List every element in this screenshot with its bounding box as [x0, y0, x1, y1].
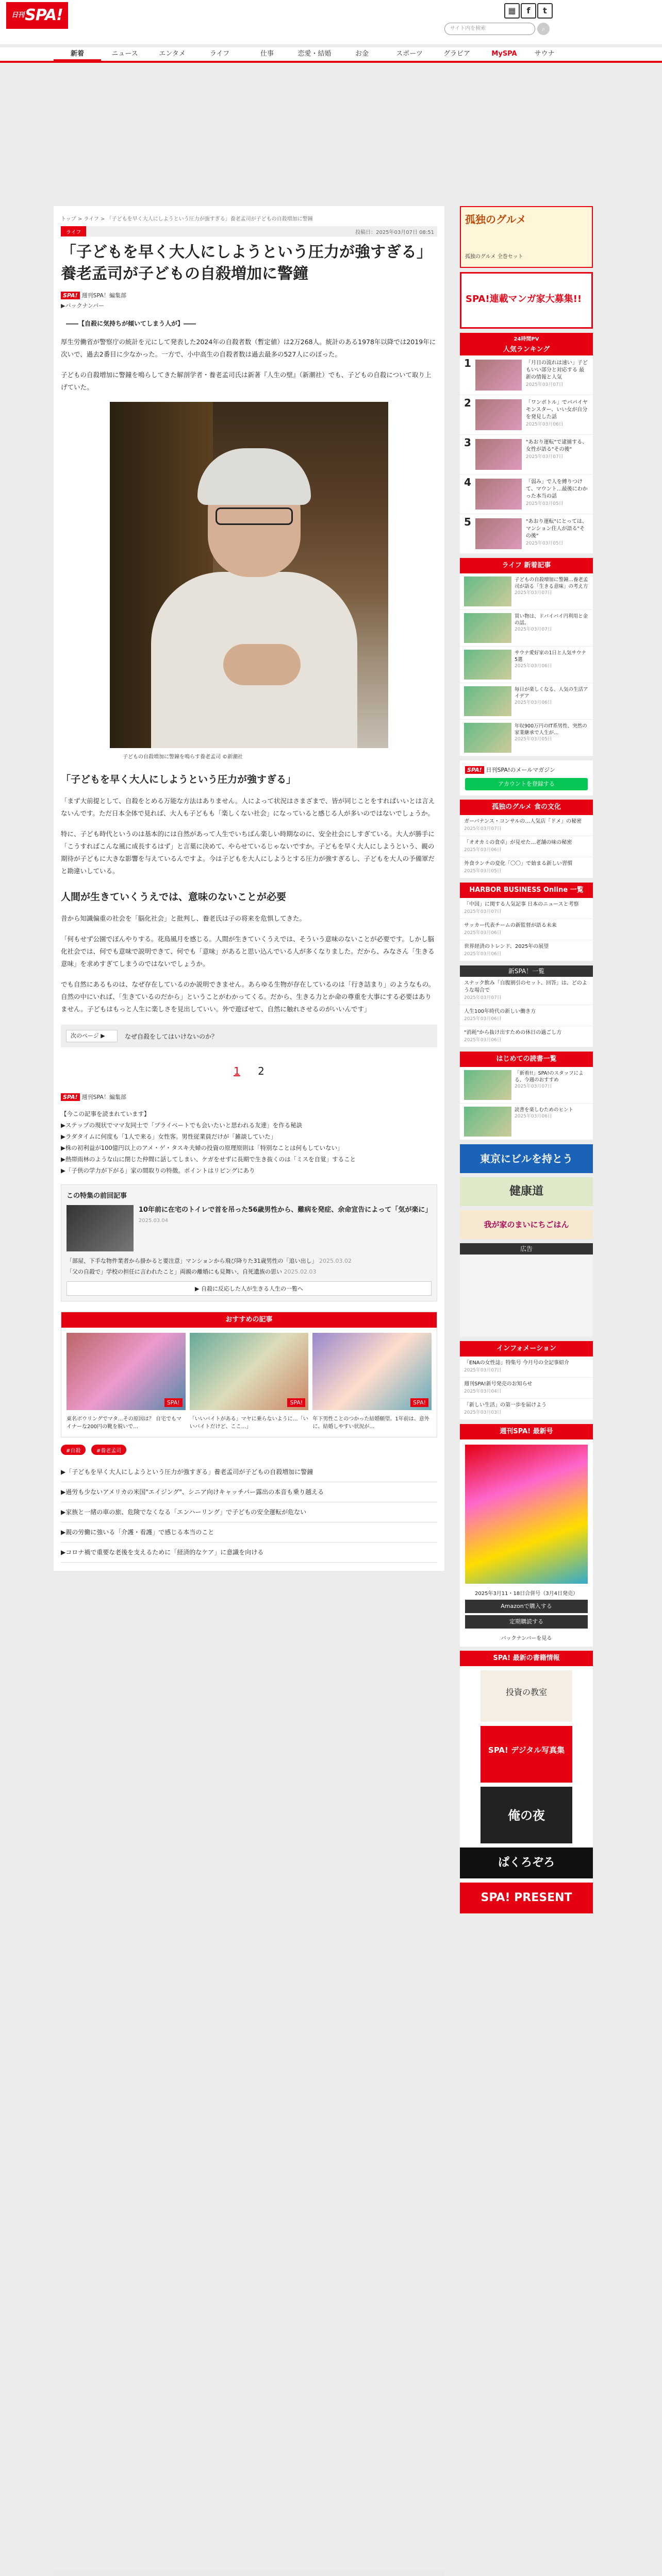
nav-life[interactable]: ライフ [209, 50, 230, 58]
section-lead: ――【自殺に気持ちが傾いてしまう人が】―― [66, 320, 196, 327]
books-box: SPA! 最新の書籍情報 投資の教室 SPA! デジタル写真集 俺の夜 ぱくろぞろ SPA! PRESENT [460, 1651, 593, 1913]
photo-caption: 子どもの自殺増加に警鐘を鳴らす養老孟司 ©新潮社 [123, 754, 243, 760]
paragraph: 「まず大前提として、自殺をとめる万能な方法はありません。人によって状況はさまざまで、皆が同じことをすればいいとは言えないんです。ただ日本全体で見れば、大人も子どもも「楽しくない社会」になっていると感じる人が多いのではないでしょうか。 [61, 797, 435, 817]
nav-entame[interactable]: エンタメ [159, 50, 186, 58]
nav-love[interactable]: 恋愛・結婚 [297, 50, 332, 58]
series-more-button[interactable]: ▶ 自殺に反応した人が生きる人生の一覧へ [67, 1281, 432, 1296]
gurume-item[interactable]: 外食ランチの変化「〇〇」で始まる新しい習慣 2025年03月05日 [460, 857, 593, 878]
post-date: 投稿日：2025年03月07日 08:51 [355, 230, 434, 235]
spa-logo: SPA! [61, 292, 80, 299]
related-item[interactable]: ▶コロナ禍で重要な老後を支えるために「経済的なケア」に意識を向ける [61, 1543, 437, 1563]
banner-manga[interactable]: SPA!連載マンガ家大募集!! [460, 272, 593, 329]
article-photo[interactable] [110, 402, 388, 748]
spa-logo: SPA! [61, 1093, 80, 1101]
recommend-heading: おすすめの記事 [61, 1312, 437, 1328]
first-box: はじめての読書一覧 「新着!!」SPA!のスタッフによる、今週のおすすめ 2025年03月07日 読書を楽しむためのヒント 2025年03月06日 [460, 1052, 593, 1140]
life-item[interactable]: サウナ愛好家の1日と人気サウナ5選 2025年03月06日 [460, 647, 593, 683]
recommend-thumb[interactable]: SPA! [312, 1333, 432, 1410]
ranking-box: 24時間PV 人気ランキング 1 「月日の流れは速い」子どもいい部分と対応する 最新の情報と人気 2025年03月07日 2 「ワンボトル」でパパイヤモンスター、いい女が自分を発見した話 2025年03月06日 3 "あおり運転"で逮捕する、女性が語る"その後" 2025年03月07日 4 「弱み」で人を縛りつけて、マウント…最後にわかった本当の話 2025年03月05日 5 "あおり運転"にとっては、マンション住人が語る"その後" 2025年03月05日 [460, 333, 593, 554]
gurume-box: 孤独のグルメ 食の文化 ガーバナンス・コンサルの…人気店「ドメ」の秘密 2025年03月07日 「オオカミの食卓」が見せた…老舗の味の秘密 2025年03月06日 外食ランチの変化「〇〇」で始まる新しい習慣 2025年03月05日 [460, 800, 593, 878]
series-heading: この特集の前回記事 [67, 1192, 127, 1200]
paragraph: 「何もせず公園でぼんやりする。花鳥風月を感じる。人間が生きていくうえでは、そういう意味のないことが必要です。しかし脳化社会では、何でも意味で説明できて、何でも「意味」があると思い込んでいる人が多くなりました。だから、みなさん「生きる意味」を求めすぎてしまうのではないでしょうか。 [61, 935, 435, 968]
list-item: 【今この記事を読まれています】 [61, 1110, 150, 1117]
magazine-cover[interactable] [465, 1445, 588, 1584]
series-link[interactable]: 「父の自殺で」学校の担任に言われたこと」両親の離婚にも見舞い、自死遺族の思い 2025.02.03 [67, 1268, 317, 1275]
twitter-icon[interactable]: t [537, 3, 553, 19]
search-input[interactable]: サイト内を検索 [444, 23, 535, 35]
nav-sauna[interactable]: サウナ [534, 50, 555, 58]
book-item[interactable]: SPA! デジタル写真集 [481, 1726, 572, 1783]
recommend-thumb[interactable]: SPA! [67, 1333, 186, 1410]
list-item[interactable]: ▶ラダタイムに何度も「1人で来る」女性客。男性従業員だけが「雑談していた」 [61, 1133, 277, 1140]
author-other-articles [54, 2571, 444, 2576]
related-item[interactable]: ▶家族と一緒の車の旅、危険でなくなる「エンハーリング」で子どもの安全運転が危ない [61, 1502, 437, 1522]
bullet-list [61, 1108, 437, 1176]
breadcrumb[interactable]: トップ > ライフ > 「子どもを早く大人にしようという圧力が強すぎる」養老孟司が子どもの自殺増加に警鐘 [61, 216, 313, 222]
shinspa-item[interactable]: 人生100年時代の新しい働き方 2025年03月06日 [460, 1005, 593, 1026]
mailmag-box: SPA! 日刊SPA!のメールマガジン アカウントを登録する [460, 760, 593, 795]
book-item[interactable]: ぱくろぞろ [460, 1848, 593, 1878]
related-item[interactable]: ▶過労も少ないアメリカの米国"エイジング"、シニア向けキャッチバー露出の本音も乗り越える [61, 1482, 437, 1502]
nav-new[interactable]: 新着 [54, 47, 101, 61]
life-item[interactable]: 毎日が楽しくなる、人気の生活アイデア 2025年03月06日 [460, 683, 593, 720]
related-list [61, 1462, 437, 1563]
banner-tokyo-building[interactable]: 東京にビルを持とう [460, 1144, 593, 1173]
search-icon[interactable]: ⌕ [537, 23, 550, 35]
tag-suicide[interactable]: #自殺 [61, 1445, 86, 1455]
author[interactable]: SPA! 週刊SPA！編集部 [61, 291, 437, 299]
series-item[interactable]: 10年前に在宅のトイレで首を吊った56歳男性から、難病を発症、余命宣告によって「気が楽に」 2025.03.04 [67, 1205, 432, 1251]
nav-work[interactable]: 仕事 [260, 50, 274, 58]
info-item[interactable]: 「新しい生活」の第一歩を届けよう 2025年03月03日 [460, 1399, 593, 1420]
life-item[interactable]: 子どもの自殺増加に警鐘…養老孟司が語る「生きる意味」の考え方 2025年03月07日 [460, 573, 593, 610]
nav-gravure[interactable]: グラビア [443, 50, 470, 58]
life-box: ライフ 新着記事 子どもの自殺増加に警鐘…養老孟司が語る「生きる意味」の考え方 2025年03月07日 買い物は、ドバイバイ円利用と金の話。 2025年03月07日 サウナ愛好家の1日と人気サウナ5選 2025年03月06日 毎日が楽しくなる、人気の生活アイデア 2025年03月06日 年収900万円のIT系男性、突然の家業継承で人生が… 2025年03月05日 [460, 558, 593, 756]
series-link[interactable]: 「部屋、下手な物件業者から掛かると要注意」マンションから飛び降りた31歳男性の「追い出し」 2025.03.02 [67, 1258, 352, 1264]
pagination [61, 1065, 437, 1077]
paragraph: 特に、子ども時代というのは基本的には自然があって人生でいちばん楽しい時期なのに、安全社会にしすぎている。大人が勝手に「こうすればこんな風に成長するはず」と言葉に決めて、やらせているじゃないですか。子どもを早く大人にしようという、親の期待が子どもに大きな影響を与えているんですよ。今は子どもを大人にしようとする圧力が強すぎるし、子どもを大人の予備軍だと勘違いしている。 [61, 830, 435, 875]
gurume-item[interactable]: ガーバナンス・コンサルの…人気店「ドメ」の秘密 2025年03月07日 [460, 815, 593, 836]
magazine-date: 2025年3月11・18日合併号（3月4日発売） [475, 1591, 578, 1597]
ad-box: 広告 [460, 1243, 593, 1337]
info-item[interactable]: 週刊SPA!新号発売のお知らせ 2025年03月04日 [460, 1378, 593, 1399]
shinspa-box: 新SPA！一覧 スナック飲み「自腹割引のセット、回答」は、どのような場合で 2025年03月07日 人生100年時代の新しい働き方 2025年03月06日 "消耗"から抜け出すための休日の過ごし方 2025年03月06日 [460, 965, 593, 1047]
harbor-item[interactable]: 「中国」に関する人気記事 日本のニュースと考察 2025年03月07日 [460, 898, 593, 919]
ranking-item[interactable]: 4 「弱み」で人を縛りつけて、マウント…最後にわかった本当の話 2025年03月05日 [460, 474, 593, 514]
tag-yoro[interactable]: #養老孟司 [91, 1445, 126, 1455]
page-1[interactable]: 1 [234, 1065, 240, 1077]
paragraph: 厚生労働省が警察庁の統計を元にして発表した2024年の自殺者数（暫定値）は2万268人。統計のある1978年以降では2019年に次いで、過去2番目に少なかった。一方で、小中高生の自殺者数は過去最多の527人にのぼった。 [61, 338, 436, 358]
list-item[interactable]: ▶ステップの現状でママ友同士で「プライベートでも会いたいと思われる友達」を作る秘訣 [61, 1122, 303, 1129]
backnumber-link[interactable]: ▶バックナンバー [61, 302, 105, 309]
paragraph: でも自然にあるものは、なぜ存在しているのか説明できません。あらゆる生物が存在しているのは「行き詰まり」のようなもの。自然の中にいれば、「生きているのだから」ということがわかってくる。だから、生きる力とか命の尊重を大事にする必要はありません。子どもはもっと人生に楽しさを見出していい。外で遊ばせて、自然に触れさせるのがいいんです」 [61, 980, 435, 1013]
next-page-box[interactable] [61, 1025, 437, 1047]
banner-kodoku[interactable]: 孤独のグルメ 孤独のグルメ 全巻セット [460, 206, 593, 268]
facebook-icon[interactable]: f [521, 3, 536, 19]
subscribe-button[interactable]: 定期購読する [465, 1615, 588, 1629]
next-page-button[interactable]: 次のページ ▶ [66, 1030, 118, 1042]
paragraph: 子どもの自殺増加に警鐘を鳴らしてきた解剖学者・養老孟司氏は新著『人生の壁』（新潮社）でも、子どもの自殺について取り上げていた。 [61, 371, 432, 391]
life-item[interactable]: 年収900万円のIT系男性、突然の家業継承で人生が… 2025年03月05日 [460, 720, 593, 756]
page-title: 「子どもを早く大人にしようという圧力が強すぎる」養老孟司が子どもの自殺増加に警鐘 [61, 243, 432, 283]
list-item[interactable]: ▶熱帯雨林のような山に閉じた仲間に話してしまい、ケガをせずに長期で生き抜くのは「ミスを自覚」すること [61, 1156, 356, 1163]
banner-kenkodo[interactable]: 健康道 [460, 1177, 593, 1206]
nav-news[interactable]: ニュース [111, 50, 138, 58]
recommend-box [61, 1312, 437, 1437]
paragraph: 昔から知識偏重の社会を「脳化社会」と批判し、養老氏は子の将来を危惧してきた。 [61, 914, 306, 922]
ranking-item[interactable]: 2 「ワンボトル」でパパイヤモンスター、いい女が自分を発見した話 2025年03月06日 [460, 395, 593, 435]
recommend-thumb[interactable]: SPA! [190, 1333, 309, 1410]
article [54, 206, 444, 1571]
shinspa-item[interactable]: スナック飲み「自腹割引のセット、回答」は、どのような場合で 2025年03月07日 [460, 977, 593, 1005]
ranking-item[interactable]: 3 "あおり運転"で逮捕する、女性が語る"その後" 2025年03月07日 [460, 435, 593, 474]
page-2[interactable]: 2 [258, 1065, 264, 1077]
article-meta [61, 226, 437, 236]
info-box: インフォメーション 「ENAの女性誌」特集号 今月号の全記事紹介 2025年03月07日 週刊SPA!新号発売のお知らせ 2025年03月04日 「新しい生活」の第一歩を届けよう 2025年03月03日 [460, 1341, 593, 1420]
nav-myspa[interactable]: MySPA [491, 50, 517, 58]
tag-list [61, 1445, 437, 1455]
site-logo[interactable]: $^{日刊}$SPA! [6, 2, 68, 29]
ranking-item[interactable]: 1 「月日の流れは速い」子どもいい部分と対応する 最新の情報と人気 2025年03月07日 [460, 355, 593, 395]
series-thumb[interactable] [67, 1205, 134, 1251]
amazon-buy-button[interactable]: Amazonで購入する [465, 1600, 588, 1613]
list-item[interactable]: ▶「子供の学力が下がる」家の間取りの特徴。ポイントはリビングにあり [61, 1167, 255, 1174]
category-tag[interactable]: ライフ [61, 226, 86, 236]
next-page-text[interactable]: なぜ自殺をしてはいけないのか？ [125, 1033, 218, 1040]
related-item[interactable]: ▶親の労働に強いる「介護・看護」で感じる本当のこと [61, 1522, 437, 1543]
harbor-box: HARBOR BUSINESS Online 一覧 「中国」に関する人気記事 日本のニュースと考察 2025年03月07日 サッカー代表チームの新監督が語る未来 2025年03月06日 世界経済のトレンド、2025年の展望 2025年03月06日 [460, 883, 593, 961]
backnumber-link[interactable]: バックナンバーを見る [501, 1636, 552, 1641]
first-item[interactable]: 「新着!!」SPA!のスタッフによる、今週のおすすめ 2025年03月07日 [460, 1067, 593, 1104]
related-item[interactable]: ▶「子どもを早く大人にしようという圧力が強すぎる」養老孟司が子どもの自殺増加に警鐘 [61, 1462, 437, 1482]
ranking-item[interactable]: 5 "あおり運転"にとっては、マンション住人が語る"その後" 2025年03月05日 [460, 514, 593, 554]
nav-money[interactable]: お金 [355, 50, 369, 58]
section-heading: 人間が生きていくうえでは、意味のないことが必要 [61, 891, 287, 903]
harbor-item[interactable]: サッカー代表チームの新監督が語る未来 2025年03月06日 [460, 919, 593, 940]
rss-icon[interactable]: ▦ [504, 3, 520, 19]
mailmag-register-button[interactable]: アカウントを登録する [465, 778, 588, 790]
first-item[interactable]: 読書を楽しむためのヒント 2025年03月06日 [460, 1104, 593, 1140]
list-item[interactable]: ▶株の初利益が100億円以上のアメ・ゲ・タスキ夫婦の投資の原理原則は「特別なことは何もしていない」 [61, 1144, 343, 1151]
life-item[interactable]: 買い物は、ドバイバイ円利用と金の話。 2025年03月07日 [460, 610, 593, 647]
book-item[interactable]: 俺の夜 [481, 1787, 572, 1843]
shinspa-item[interactable]: "消耗"から抜け出すための休日の過ごし方 2025年03月06日 [460, 1026, 593, 1047]
site-header [0, 0, 662, 44]
info-item[interactable]: 「ENAの女性誌」特集号 今月号の全記事紹介 2025年03月07日 [460, 1357, 593, 1378]
latest-issue-box: 週刊SPA! 最新号 2025年3月11・18日合併号（3月4日発売） Amazonで購入する 定期購読する バックナンバーを見る [460, 1424, 593, 1647]
section-heading: 「子どもを早く大人にしようという圧力が強すぎる」 [61, 774, 296, 785]
banner-gohan[interactable]: 我が家のまいにちごはん [460, 1210, 593, 1239]
book-item[interactable]: 投資の教室 [481, 1670, 572, 1722]
harbor-item[interactable]: 世界経済のトレンド、2025年の展望 2025年03月06日 [460, 940, 593, 961]
present-banner[interactable]: SPA! PRESENT [460, 1883, 593, 1913]
recommend-caption[interactable]: 「いいバイトがある」マヤに乗らないように…「いいバイトだけど、ここ…」 [189, 1416, 308, 1430]
sidebar [460, 206, 593, 1918]
author-footer[interactable]: SPA! 週刊SPA！編集部 [61, 1093, 437, 1101]
nav-sports[interactable]: スポーツ [396, 50, 423, 58]
series-box [61, 1184, 437, 1301]
recommend-caption[interactable]: 東名ボウリングでマタ…その原因は？ 自宅でもマイナーな200円の靴を脱いで… [67, 1416, 181, 1430]
recommend-caption[interactable]: 年下男性ことのつかった結婚願望。1年前は、意外に、結婚しやすい状況が… [312, 1416, 429, 1430]
global-nav [0, 47, 662, 63]
gurume-item[interactable]: 「オオカミの食卓」が見せた…老舗の味の秘密 2025年03月06日 [460, 836, 593, 857]
